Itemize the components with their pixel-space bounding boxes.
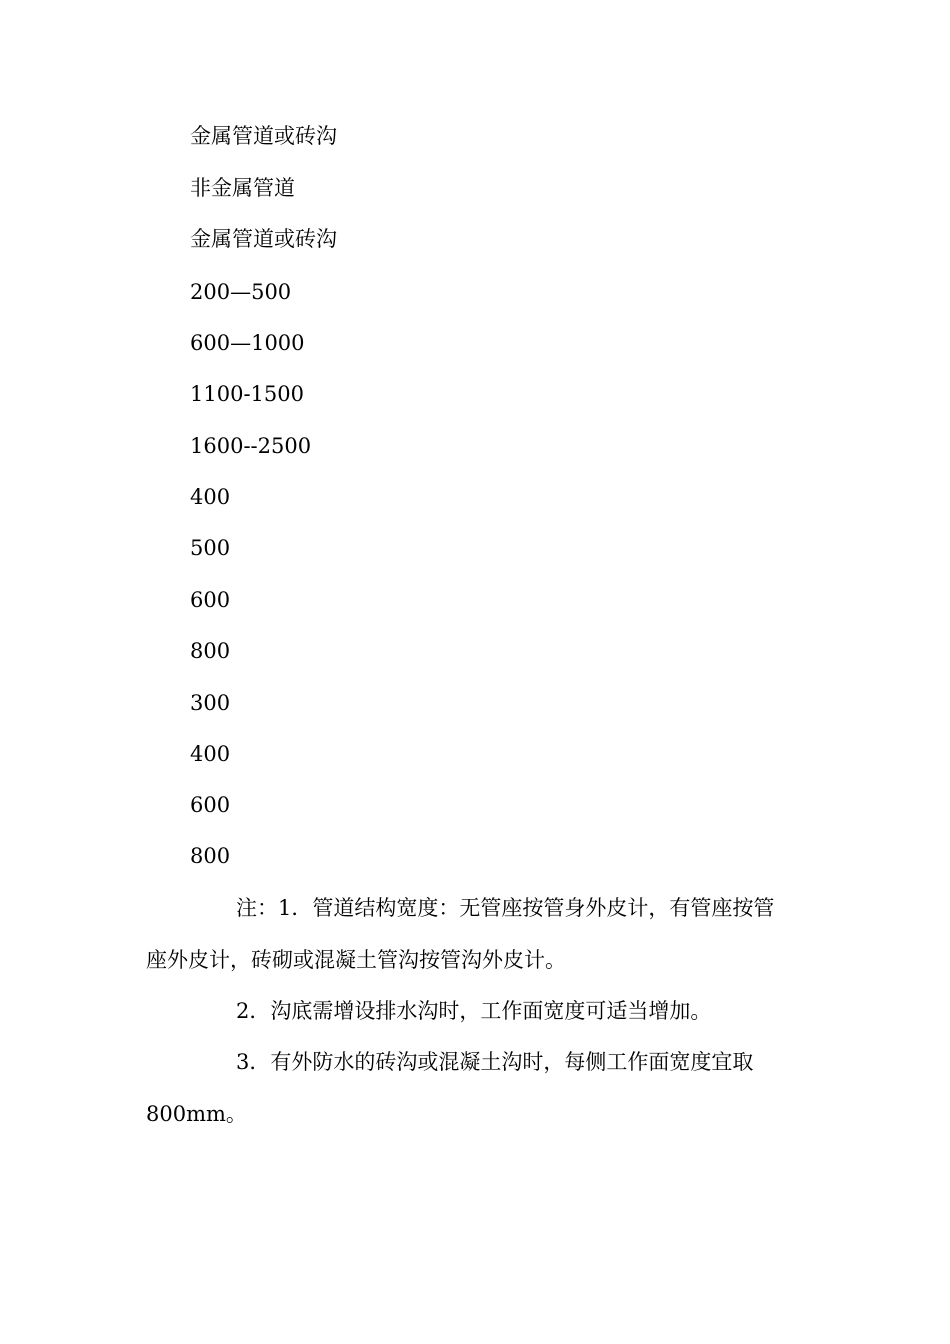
text-line: 1100-1500 <box>190 382 304 406</box>
note-3-line-1: 3．有外防水的砖沟或混凝土沟时，每侧工作面宽度宜取 <box>236 1050 754 1074</box>
note-3-line-2: 800mm。 <box>146 1102 247 1126</box>
note-1-line-1: 注：1．管道结构宽度：无管座按管身外皮计，有管座按管 <box>236 896 775 920</box>
text-line: 600 <box>190 793 231 817</box>
text-line: 200—500 <box>190 280 292 304</box>
text-line: 400 <box>190 742 231 766</box>
text-line: 300 <box>190 691 231 715</box>
text-line: 500 <box>190 536 231 560</box>
text-line: 800 <box>190 844 231 868</box>
text-line: 800 <box>190 639 231 663</box>
text-line: 金属管道或砖沟 <box>190 124 337 148</box>
note-1-line-2: 座外皮计，砖砌或混凝土管沟按管沟外皮计。 <box>146 948 566 972</box>
text-line: 金属管道或砖沟 <box>190 227 337 251</box>
text-line: 600—1000 <box>190 331 305 355</box>
text-line: 1600--2500 <box>190 434 312 458</box>
text-line: 600 <box>190 588 231 612</box>
note-2: 2．沟底需增设排水沟时，工作面宽度可适当增加。 <box>236 999 712 1023</box>
text-line: 400 <box>190 485 231 509</box>
text-line: 非金属管道 <box>190 176 295 200</box>
